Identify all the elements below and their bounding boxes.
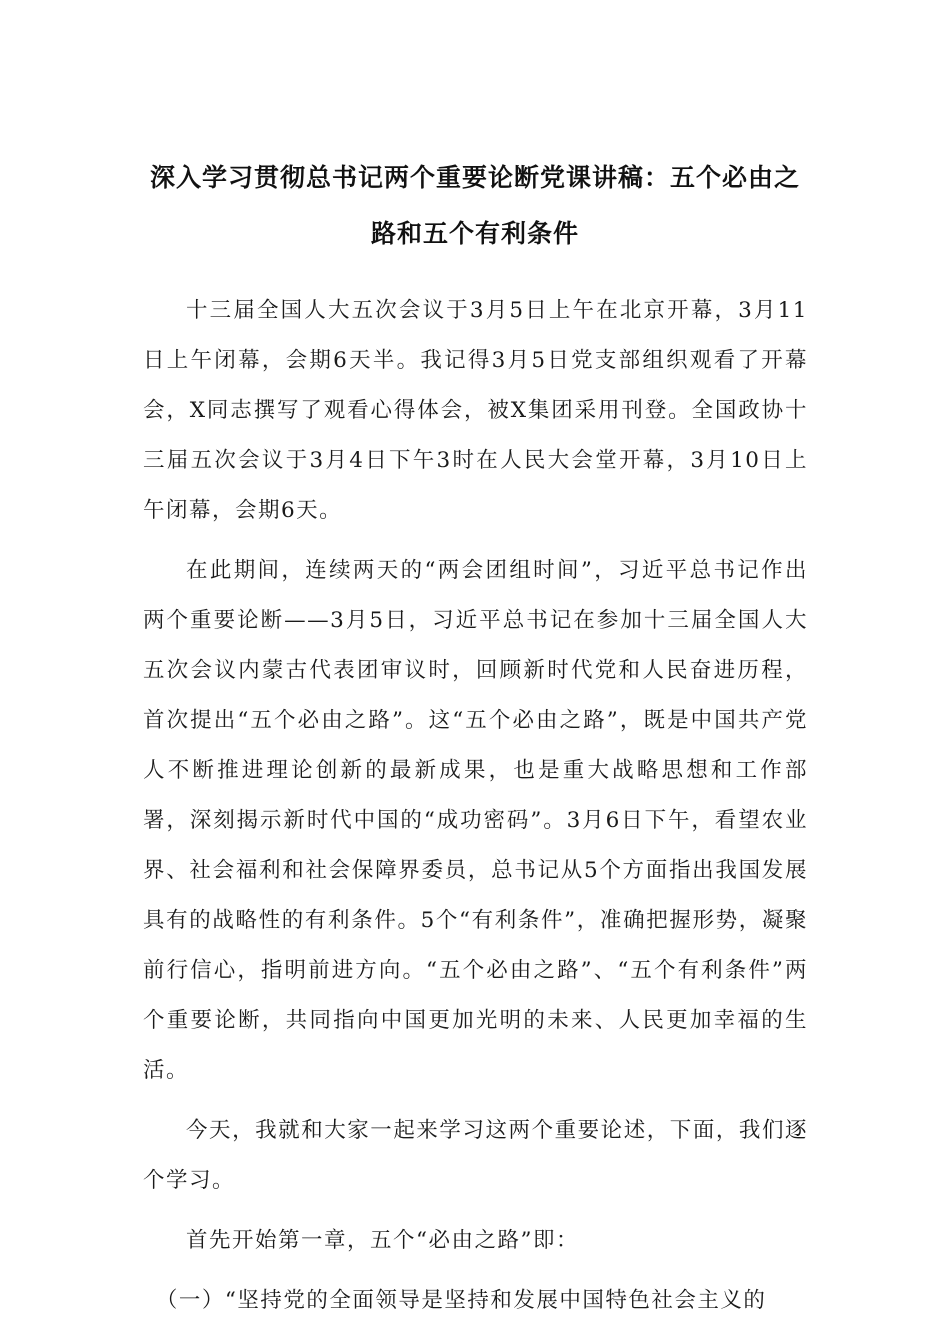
document-body bbox=[143, 286, 808, 1336]
paragraph-chapter-one: 首先开始第一章，五个“必由之路”即： bbox=[186, 1228, 579, 1253]
title-line-1: 深入学习贯彻总书记两个重要论断党课讲稿：五个必由之 bbox=[149, 163, 800, 192]
paragraph-today: 今天，我就和大家一起来学习这两个重要论述，下面，我们逐个学习。 bbox=[143, 1118, 808, 1193]
paragraph-item-one: （一）“坚持党的全面领导是坚持和发展中国特色社会主义的 bbox=[155, 1288, 767, 1313]
title-line-2: 路和五个有利条件 bbox=[370, 219, 579, 248]
paragraph-intro: 十三届全国人大五次会议于3月5日上午在北京开幕，3月11日上午闭幕，会期6天半。我记得3月5日党支部组织观看了开幕会，X同志撰写了观看心得体会，被X集团采用刊登。全国政协十三届五次会议于3月4日下午3时在人民大会堂开幕，3月10日上午闭幕，会期6天。 bbox=[143, 298, 808, 523]
document-title bbox=[140, 150, 810, 262]
paragraph-two-judgments: 在此期间，连续两天的“两会团组时间”，习近平总书记作出两个重要论断——3月5日，习近平总书记在参加十三届全国人大五次会议内蒙古代表团审议时，回顾新时代党和人民奋进历程，首次提出“五个必由之路”。这“五个必由之路”，既是中国共产党人不断推进理论创新的最新成果，也是重大战略思想和工作部署，深刻揭示新时代中国的“成功密码”。3月6日下午，看望农业界、社会福利和社会保障界委员，总书记从5个方面指出我国发展具有的战略性的有利条件。5个“有利条件”，准确把握形势，凝聚前行信心，指明前进方向。“五个必由之路”、“五个有利条件”两个重要论断，共同指向中国更加光明的未来、人民更加幸福的生活。 bbox=[143, 558, 808, 1083]
